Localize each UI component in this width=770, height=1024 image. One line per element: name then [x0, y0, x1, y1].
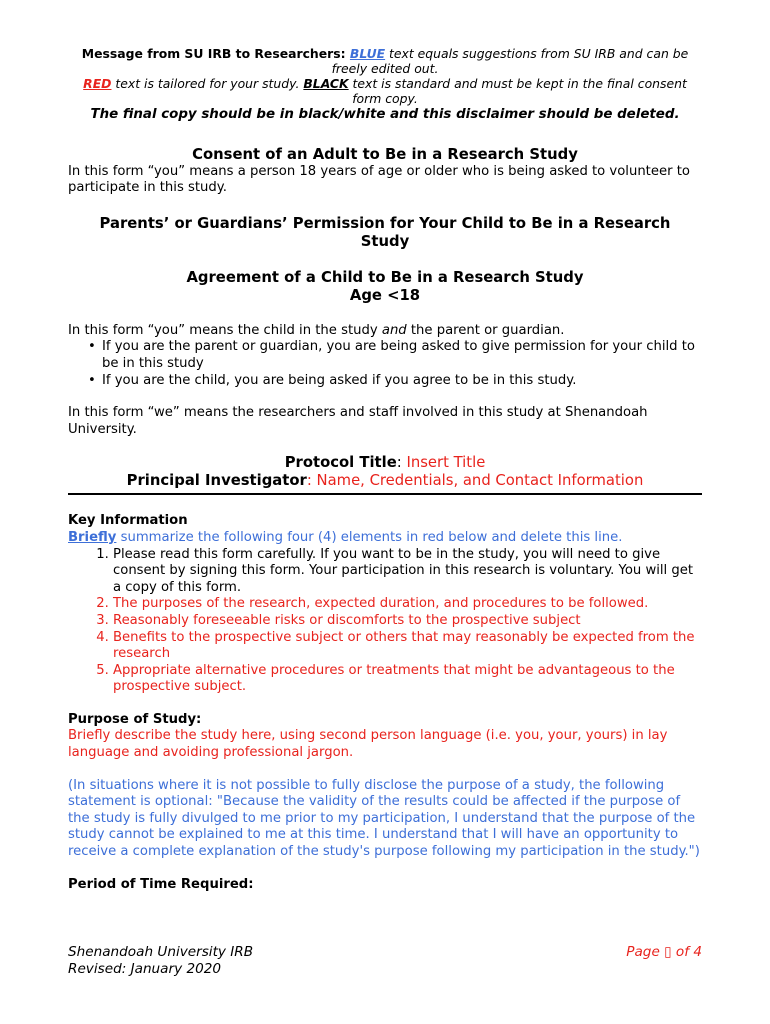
- consent-document: [68, 46, 702, 893]
- child-agreement-age: Age <18: [349, 286, 421, 304]
- disclaimer-line2-suffix: text is standard and must be kept in the final consent form copy.: [348, 76, 687, 106]
- intro-emphasis: and: [381, 322, 407, 338]
- pi-line: Principal Investigator: Name, Credentials, and Contact Information: [126, 472, 644, 490]
- list-item: 3. Reasonably foreseeable risks or discomforts to the prospective subject: [113, 613, 702, 630]
- we-definition: In this form “we” means the researchers and staff involved in this study at Shenandoah University.: [68, 405, 648, 437]
- child-agreement-bullets: [68, 339, 702, 389]
- protocol-block: [68, 454, 702, 490]
- footer-irb: Shenandoah University IRB: [68, 944, 254, 960]
- disclaimer-final-note: The final copy should be in black/white and this disclaimer should be deleted.: [90, 107, 680, 122]
- adult-consent-body: In this form “you” means a person 18 years of age or older who is being asked to volunteer to participate in this study.: [68, 163, 690, 196]
- intro-suffix: the parent or guardian.: [406, 322, 565, 338]
- key-information-heading: Key Information: [68, 513, 188, 529]
- list-item: 5. Appropriate alternative procedures or treatments that might be advantageous to the prospective subject.: [113, 663, 702, 696]
- briefly-word: Briefly: [68, 529, 117, 545]
- purpose-heading: Purpose of Study:: [68, 711, 202, 727]
- irb-disclaimer: [68, 46, 702, 106]
- disclaimer-line2-mid: text is tailored for your study.: [111, 76, 304, 91]
- list-item: 4. Benefits to the prospective subject or others that may reasonably be expected from the research: [113, 630, 702, 663]
- instruction-text: summarize the following four (4) elements in red below and delete this line.: [116, 529, 623, 545]
- protocol-title-value: Insert Title: [401, 454, 486, 472]
- parent-permission-title: Parents’ or Guardians’ Permission for Your Child to Be in a Research Study: [99, 214, 671, 250]
- adult-consent-title: Consent of an Adult to Be in a Research Study: [192, 145, 578, 163]
- page-number: Page ▯ of 4: [626, 944, 702, 960]
- key-information-instruction: [68, 530, 702, 547]
- list-item: • If you are the parent or guardian, you are being asked to give permission for your child to be in this study: [88, 339, 702, 372]
- disclaimer-prefix: Message from SU IRB to Researchers:: [81, 46, 350, 61]
- disclaimer-red-word: RED: [83, 76, 112, 91]
- child-agreement-title: Agreement of a Child to Be in a Research Study: [186, 268, 584, 286]
- key-information-list: [68, 547, 702, 696]
- disclaimer-line1-suffix: text equals suggestions from SU IRB and can be freely edited out.: [331, 46, 689, 76]
- list-item: • If you are the child, you are being asked if you agree to be in this study.: [88, 373, 702, 390]
- protocol-title-line: Protocol Title: Insert Title: [284, 454, 486, 472]
- list-item: 2. The purposes of the research, expected duration, and procedures to be followed.: [113, 596, 702, 613]
- list-item: 1. Please read this form carefully. If you want to be in the study, you will need to give consent by signing this form. Your participation in this research is voluntary. You will get a copy of this form.: [113, 547, 702, 597]
- intro-prefix: In this form “you” means the child in the study: [68, 322, 382, 338]
- protocol-title-label: Protocol Title: [284, 454, 397, 472]
- purpose-blue-text: (In situations where it is not possible to fully disclose the purpose of a study, the following statement is optional: "Because the validity of the results could be affected if the purpose of the study is fully divulged to me prior to my participation, I understand that the purpose of the study cannot be explained to me at this time. I understand that I will have an opportunity to receive a complete explanation of the study's purpose following my participation in the study."): [68, 777, 700, 860]
- disclaimer-blue-word: BLUE: [349, 46, 386, 61]
- page-footer: [68, 944, 702, 978]
- purpose-red-text: Briefly describe the study here, using second person language (i.e. you, your, yours) in lay language and avoiding professional jargon.: [68, 728, 668, 761]
- pi-value: Name, Credentials, and Contact Information: [311, 472, 644, 490]
- child-agreement-intro: [68, 323, 702, 340]
- period-heading: Period of Time Required:: [68, 876, 254, 892]
- pi-label: Principal Investigator: [126, 472, 307, 490]
- footer-revised: Revised: January 2020: [68, 961, 222, 977]
- disclaimer-black-word: BLACK: [303, 76, 349, 91]
- divider: [68, 493, 702, 495]
